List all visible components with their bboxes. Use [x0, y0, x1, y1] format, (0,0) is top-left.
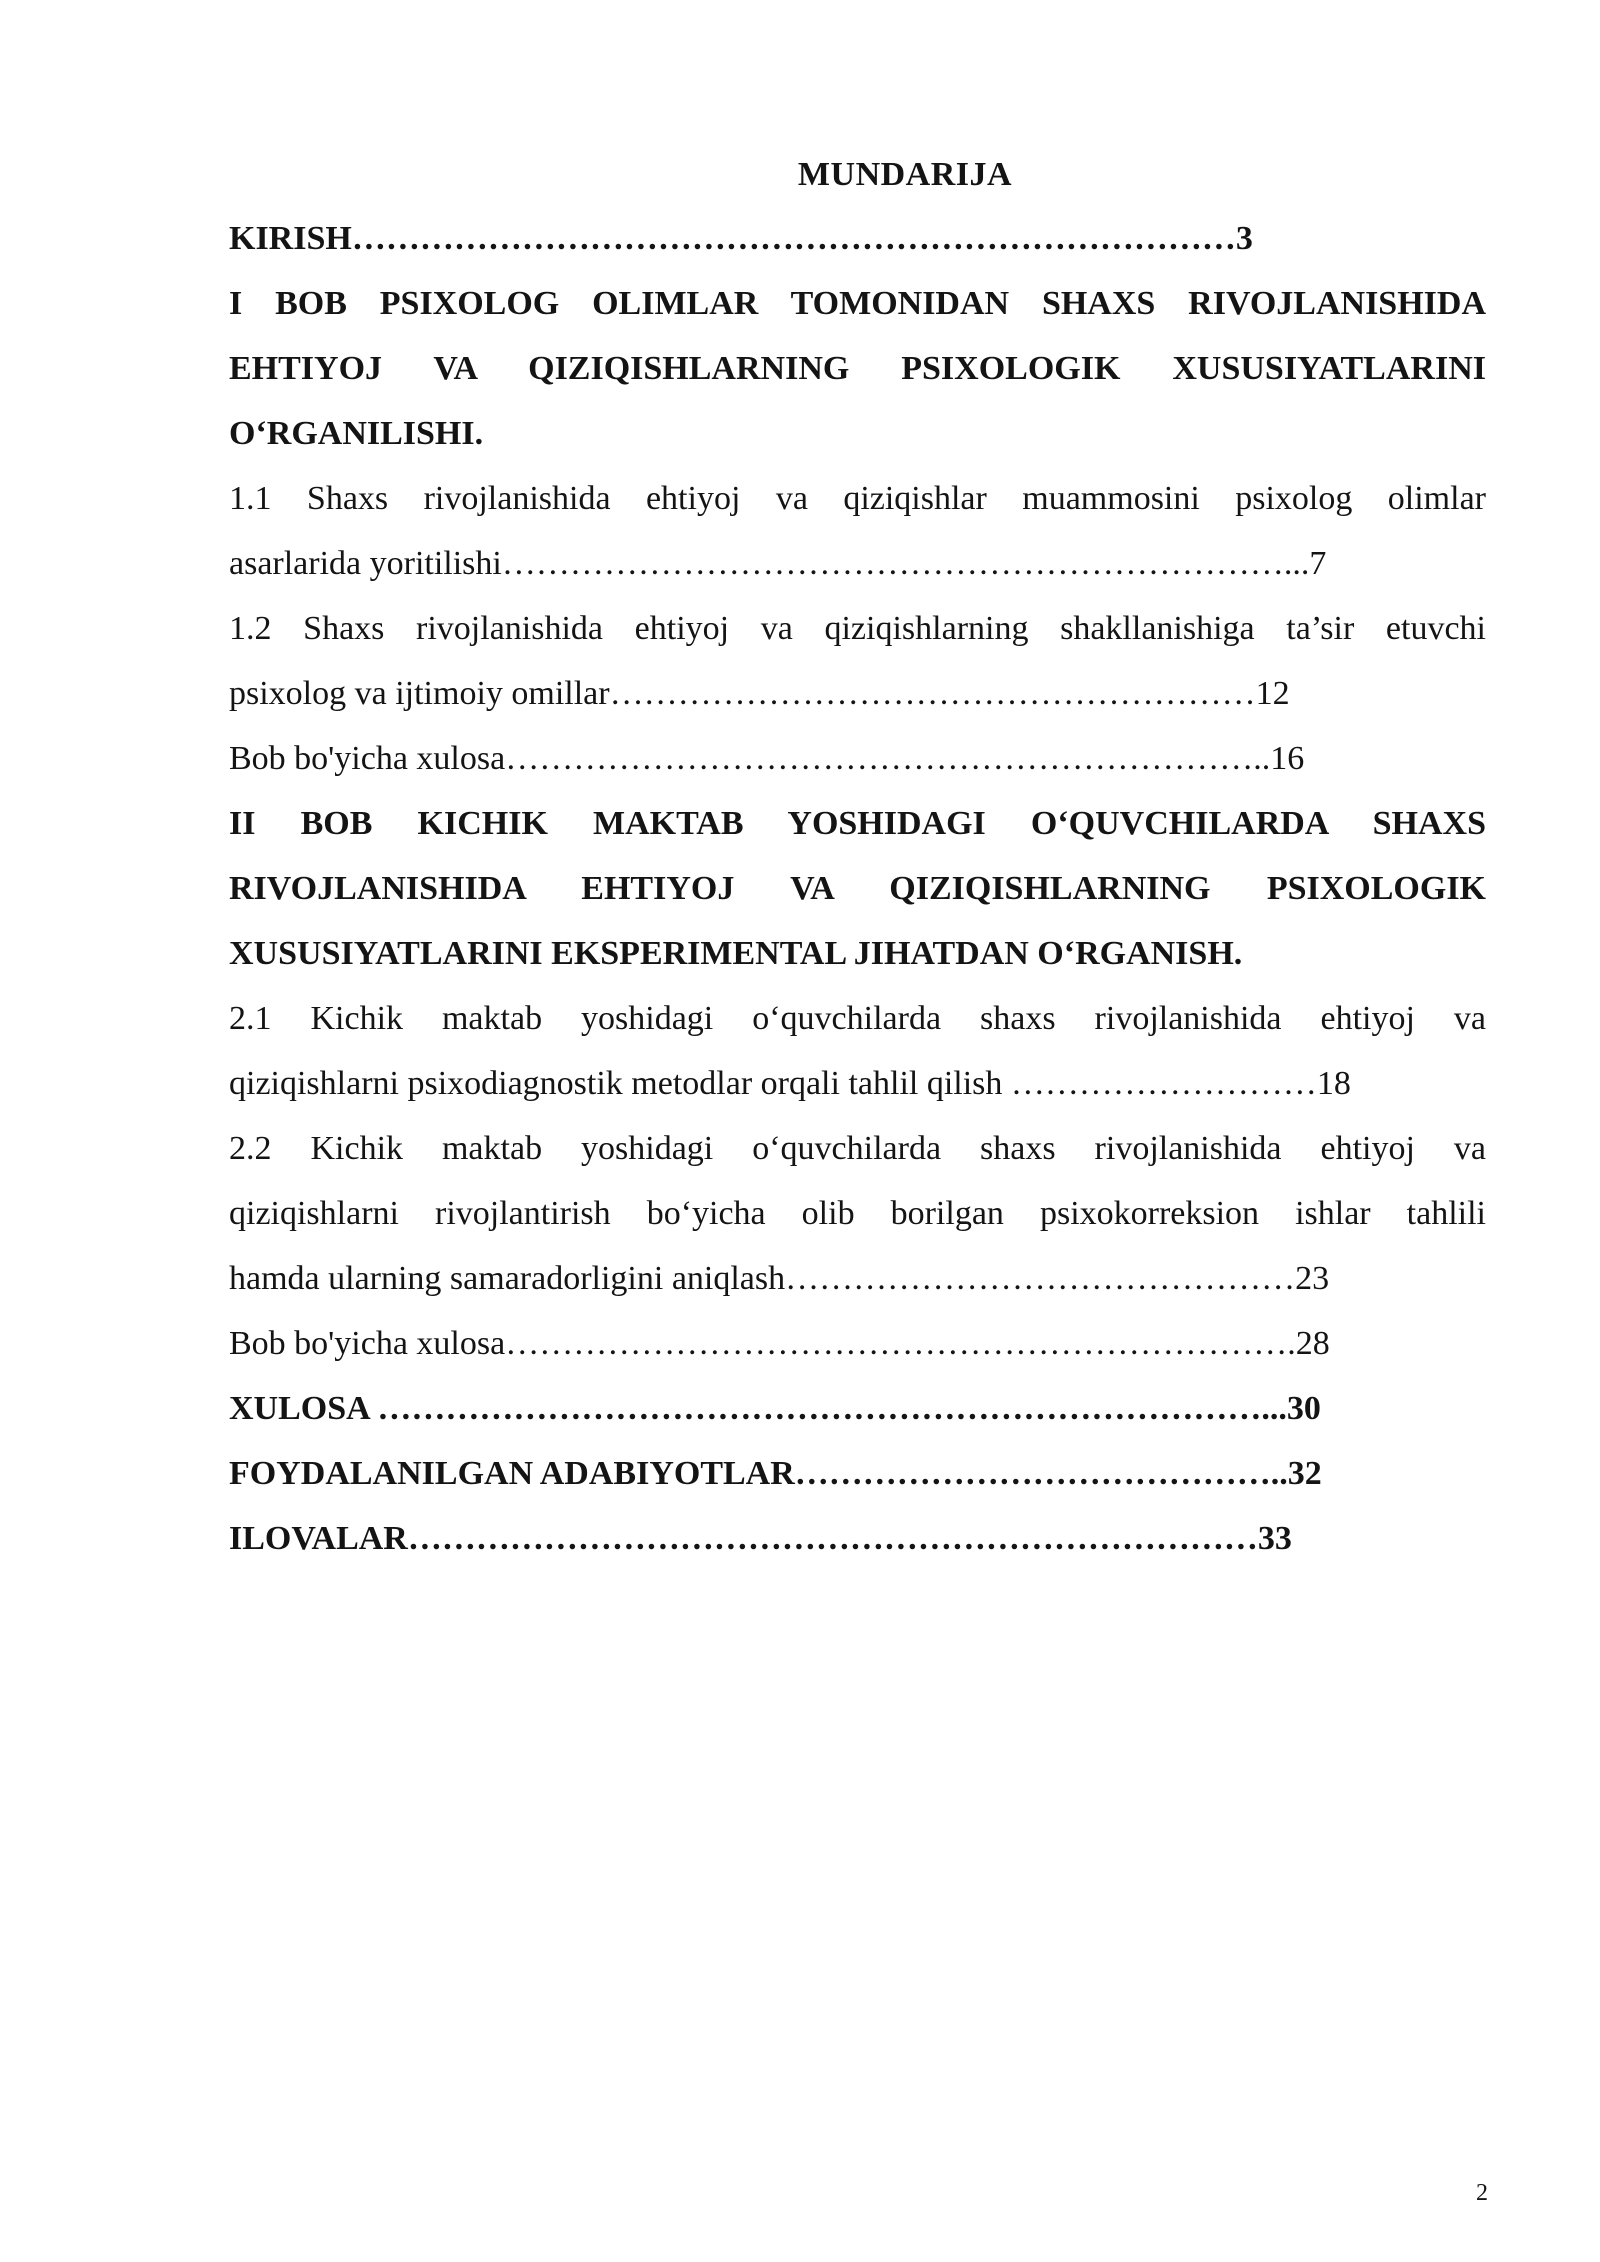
toc-line: qiziqishlarni psixodiagnostik metodlar orqali tahlil qilish ………………………18: [229, 1065, 1351, 1102]
toc-line: hamda ularning samaradorligini aniqlash………………………………………23: [229, 1260, 1330, 1297]
toc-line: ILOVALAR…………………………………………………………………33: [229, 1520, 1292, 1557]
toc-line: psixolog va ijtimoiy omillar…………………………………………………12: [229, 675, 1290, 712]
toc-line: KIRISH……………………………………………………………………3: [229, 220, 1253, 257]
toc-line: O‘RGANILISHI.: [229, 415, 484, 452]
toc-line: asarlarida yoritilishi……………………………………………………………...7: [229, 545, 1327, 582]
page-number: 2: [1476, 2180, 1488, 2206]
toc-line: 2.2 Kichik maktab yoshidagi o‘quvchilarda shaxs rivojlanishida ehtiyoj va: [229, 1130, 1486, 1167]
toc-line: II BOB KICHIK MAKTAB YOSHIDAGI O‘QUVCHILARDA SHAXS: [229, 805, 1486, 842]
toc-line: XULOSA ……………………………………………………………………...30: [229, 1390, 1321, 1427]
toc-line: Bob bo'yicha xulosa…………………………………………………………..16: [229, 740, 1305, 777]
toc-line: RIVOJLANISHIDA EHTIYOJ VA QIZIQISHLARNING PSIXOLOGIK: [229, 870, 1486, 907]
toc-line: EHTIYOJ VA QIZIQISHLARNING PSIXOLOGIK XUSUSIYATLARINI: [229, 350, 1486, 387]
table-of-contents: [229, 206, 1486, 1571]
toc-line: Bob bo'yicha xulosa…………………………………………………………….28: [229, 1325, 1330, 1362]
toc-line: FOYDALANILGAN ADABIYOTLAR……………………………………..32: [229, 1455, 1322, 1492]
toc-line: XUSUSIYATLARINI EKSPERIMENTAL JIHATDAN O‘RGANISH.: [229, 935, 1243, 972]
toc-title: MUNDARIJA: [797, 156, 1013, 193]
toc-line: 1.1 Shaxs rivojlanishida ehtiyoj va qiziqishlar muammosini psixolog olimlar: [229, 480, 1486, 517]
toc-line: I BOB PSIXOLOG OLIMLAR TOMONIDAN SHAXS RIVOJLANISHIDA: [229, 285, 1486, 322]
toc-line: 2.1 Kichik maktab yoshidagi o‘quvchilarda shaxs rivojlanishida ehtiyoj va: [229, 1000, 1486, 1037]
toc-line: 1.2 Shaxs rivojlanishida ehtiyoj va qiziqishlarning shakllanishiga ta’sir etuvchi: [229, 610, 1486, 647]
toc-line: qiziqishlarni rivojlantirish bo‘yicha olib borilgan psixokorreksion ishlar tahlili: [229, 1195, 1486, 1232]
